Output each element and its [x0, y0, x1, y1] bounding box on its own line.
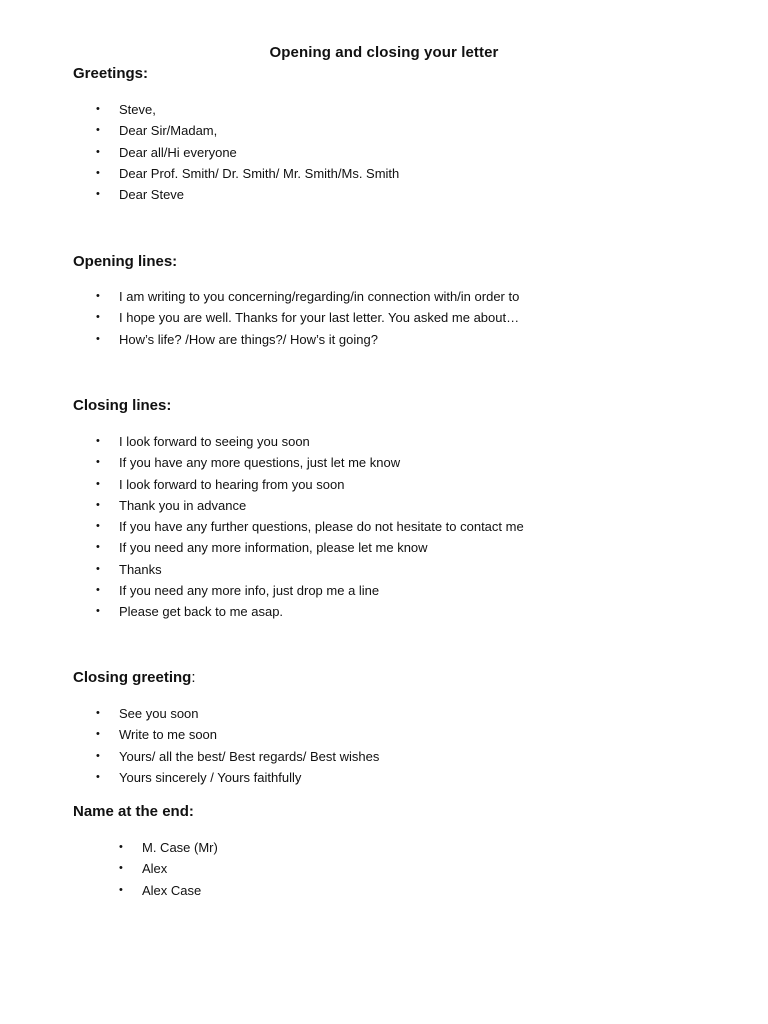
bullet-icon: •	[96, 188, 100, 201]
list-item: • Thanks	[119, 559, 524, 580]
name-at-end-list	[119, 837, 218, 901]
list-item: • I look forward to hearing from you soon	[119, 474, 524, 495]
list-item: • If you have any more questions, just let me know	[119, 452, 524, 473]
bullet-icon: •	[96, 311, 100, 324]
opening-lines-list	[96, 286, 520, 350]
bullet-icon: •	[96, 770, 100, 783]
bullet-icon: •	[96, 332, 100, 345]
bullet-icon: •	[96, 498, 100, 511]
list-item: • Alex Case	[142, 880, 218, 901]
page-title: Opening and closing your letter	[269, 44, 499, 61]
section-heading-closing-greeting: Closing greeting:	[73, 669, 196, 686]
bullet-icon: •	[96, 456, 100, 469]
list-item: • I am writing to you concerning/regarding/in connection with/in order to	[119, 286, 519, 307]
bullet-icon: •	[119, 883, 123, 896]
bullet-icon: •	[96, 749, 100, 762]
list-item: • If you have any further questions, please do not hesitate to contact me	[119, 516, 524, 537]
bullet-icon: •	[96, 145, 100, 158]
list-item: • If you need any more information, please let me know	[119, 537, 524, 558]
bullet-icon: •	[96, 562, 100, 575]
bullet-icon: •	[96, 520, 100, 533]
list-item: • If you need any more info, just drop me a line	[119, 580, 524, 601]
bullet-icon: •	[96, 605, 100, 618]
list-item: • Dear all/Hi everyone	[119, 142, 399, 163]
list-item: • Please get back to me asap.	[119, 601, 524, 622]
list-item: • How’s life? /How are things?/ How’s it going?	[119, 329, 519, 350]
list-item: • M. Case (Mr)	[142, 837, 218, 858]
list-item: • I hope you are well. Thanks for your last letter. You asked me about…	[119, 307, 519, 328]
list-item: • See you soon	[119, 703, 379, 724]
bullet-icon: •	[96, 166, 100, 179]
bullet-icon: •	[96, 728, 100, 741]
bullet-icon: •	[96, 584, 100, 597]
bullet-icon: •	[96, 103, 100, 115]
list-item: • Alex	[142, 858, 218, 879]
list-item: • Steve,	[119, 99, 399, 120]
list-item: • Yours sincerely / Yours faithfully	[119, 767, 379, 788]
list-item: • Write to me soon	[119, 724, 379, 745]
list-item: • Dear Prof. Smith/ Dr. Smith/ Mr. Smith/Ms. Smith	[119, 163, 399, 184]
list-item: • Yours/ all the best/ Best regards/ Best wishes	[119, 746, 379, 767]
greetings-list	[96, 99, 400, 205]
bullet-icon: •	[119, 841, 123, 853]
section-heading-name-at-end: Name at the end:	[73, 803, 194, 820]
list-item: • I look forward to seeing you soon	[119, 431, 524, 452]
list-item: • Dear Steve	[119, 184, 399, 205]
list-item: • Thank you in advance	[119, 495, 524, 516]
list-item: • Dear Sir/Madam,	[119, 120, 399, 141]
bullet-icon: •	[96, 707, 100, 719]
bullet-icon: •	[96, 124, 100, 137]
bullet-icon: •	[96, 477, 100, 490]
bullet-icon: •	[96, 435, 100, 447]
closing-lines-list	[96, 431, 524, 623]
section-heading-closing-lines: Closing lines:	[73, 397, 172, 414]
closing-greeting-list	[96, 703, 380, 788]
bullet-icon: •	[96, 290, 100, 302]
section-heading-greetings: Greetings:	[73, 65, 149, 82]
bullet-icon: •	[96, 541, 100, 554]
bullet-icon: •	[119, 862, 123, 875]
section-heading-opening-lines: Opening lines:	[73, 253, 178, 270]
